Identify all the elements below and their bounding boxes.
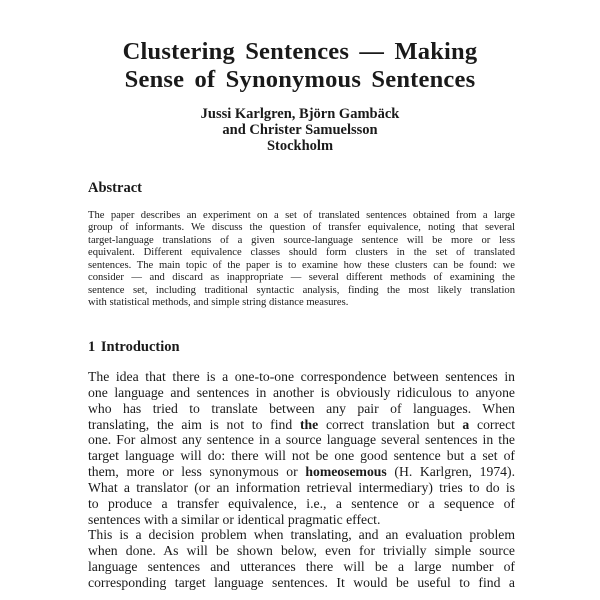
abstract-line: with statistical methods, and simple string distance measures.	[88, 297, 349, 309]
emphasis-the: the	[299, 416, 319, 432]
abstract-line: consider — and discard as inappropriate — several different methods of examining the	[88, 272, 515, 284]
abstract-body	[88, 210, 515, 310]
body-text-run: them, more or less synonymous or	[88, 464, 306, 480]
body-line: to produce a transfer equivalence, i.e., a sentence or a sequence of	[88, 495, 515, 511]
abstract-line: target-language translations of a given source-language sentence will be more or less	[88, 234, 515, 246]
body-line: target language will do: there will not be one good sentence but a set of	[88, 448, 515, 464]
emphasis-a: a	[462, 416, 470, 432]
body-text-run: correct translation but	[318, 416, 463, 432]
body-text-run: correct	[469, 416, 515, 432]
title-line-2: Sense of Synonymous Sentences	[124, 66, 476, 93]
abstract-line: The paper describes an experiment on a set of translated sentences obtained from a large	[88, 210, 515, 221]
intro-paragraph-1	[88, 369, 515, 527]
body-line	[88, 464, 515, 480]
body-line: corresponding target language sentences. It would be useful to find a	[88, 574, 515, 590]
section-heading-introduction: 1 Introduction	[88, 339, 180, 355]
abstract-heading: Abstract	[88, 180, 142, 196]
authors-line-1: Jussi Karlgren, Björn Gambäck	[200, 106, 400, 122]
abstract-line: sentences. The main topic of the paper is to examine how these clusters can be found: we	[88, 259, 515, 271]
body-text-run: translating, the aim is not to find	[88, 416, 300, 432]
abstract-line: sentence set, including traditional syntactic analysis, finding the most likely translation	[88, 284, 515, 296]
authors-line-2: and Christer Samuelsson	[222, 122, 378, 138]
emphasis-homeosemous: homeosemous	[305, 464, 387, 480]
abstract-line: group of informants. We discuss the question of transfer equivalence, noting that several	[88, 222, 515, 234]
body-line: What a translator (or an information retrieval intermediary) tries to do is	[88, 479, 515, 495]
paper-title	[0, 38, 600, 94]
author-block	[0, 106, 600, 154]
body-line: This is a decision problem when translating, and an evaluation problem	[88, 527, 515, 542]
body-line: one language and sentences in another is obviously ridiculous to anyone	[88, 384, 515, 400]
abstract-line: equivalent. Different equivalence classes should form clusters in the set of translated	[88, 247, 515, 259]
author-location: Stockholm	[266, 138, 334, 154]
body-line: The idea that there is a one-to-one correspondence between sentences in	[88, 369, 515, 384]
intro-paragraph-2	[88, 527, 515, 590]
body-line: language sentences and utterances there will be a large number of	[88, 558, 515, 574]
title-line-1: Clustering Sentences — Making	[122, 38, 478, 65]
body-line: sentences with a similar or identical pragmatic effect.	[88, 511, 381, 527]
body-line: when done. As will be shown below, even for trivially simple source	[88, 542, 515, 558]
body-line	[88, 417, 515, 433]
body-line: who has tried to translate between any pair of languages. When	[88, 400, 515, 416]
body-text-run: (H. Karlgren, 1974).	[386, 464, 515, 480]
body-line: one. For almost any sentence in a source language several sentences in the	[88, 432, 515, 448]
